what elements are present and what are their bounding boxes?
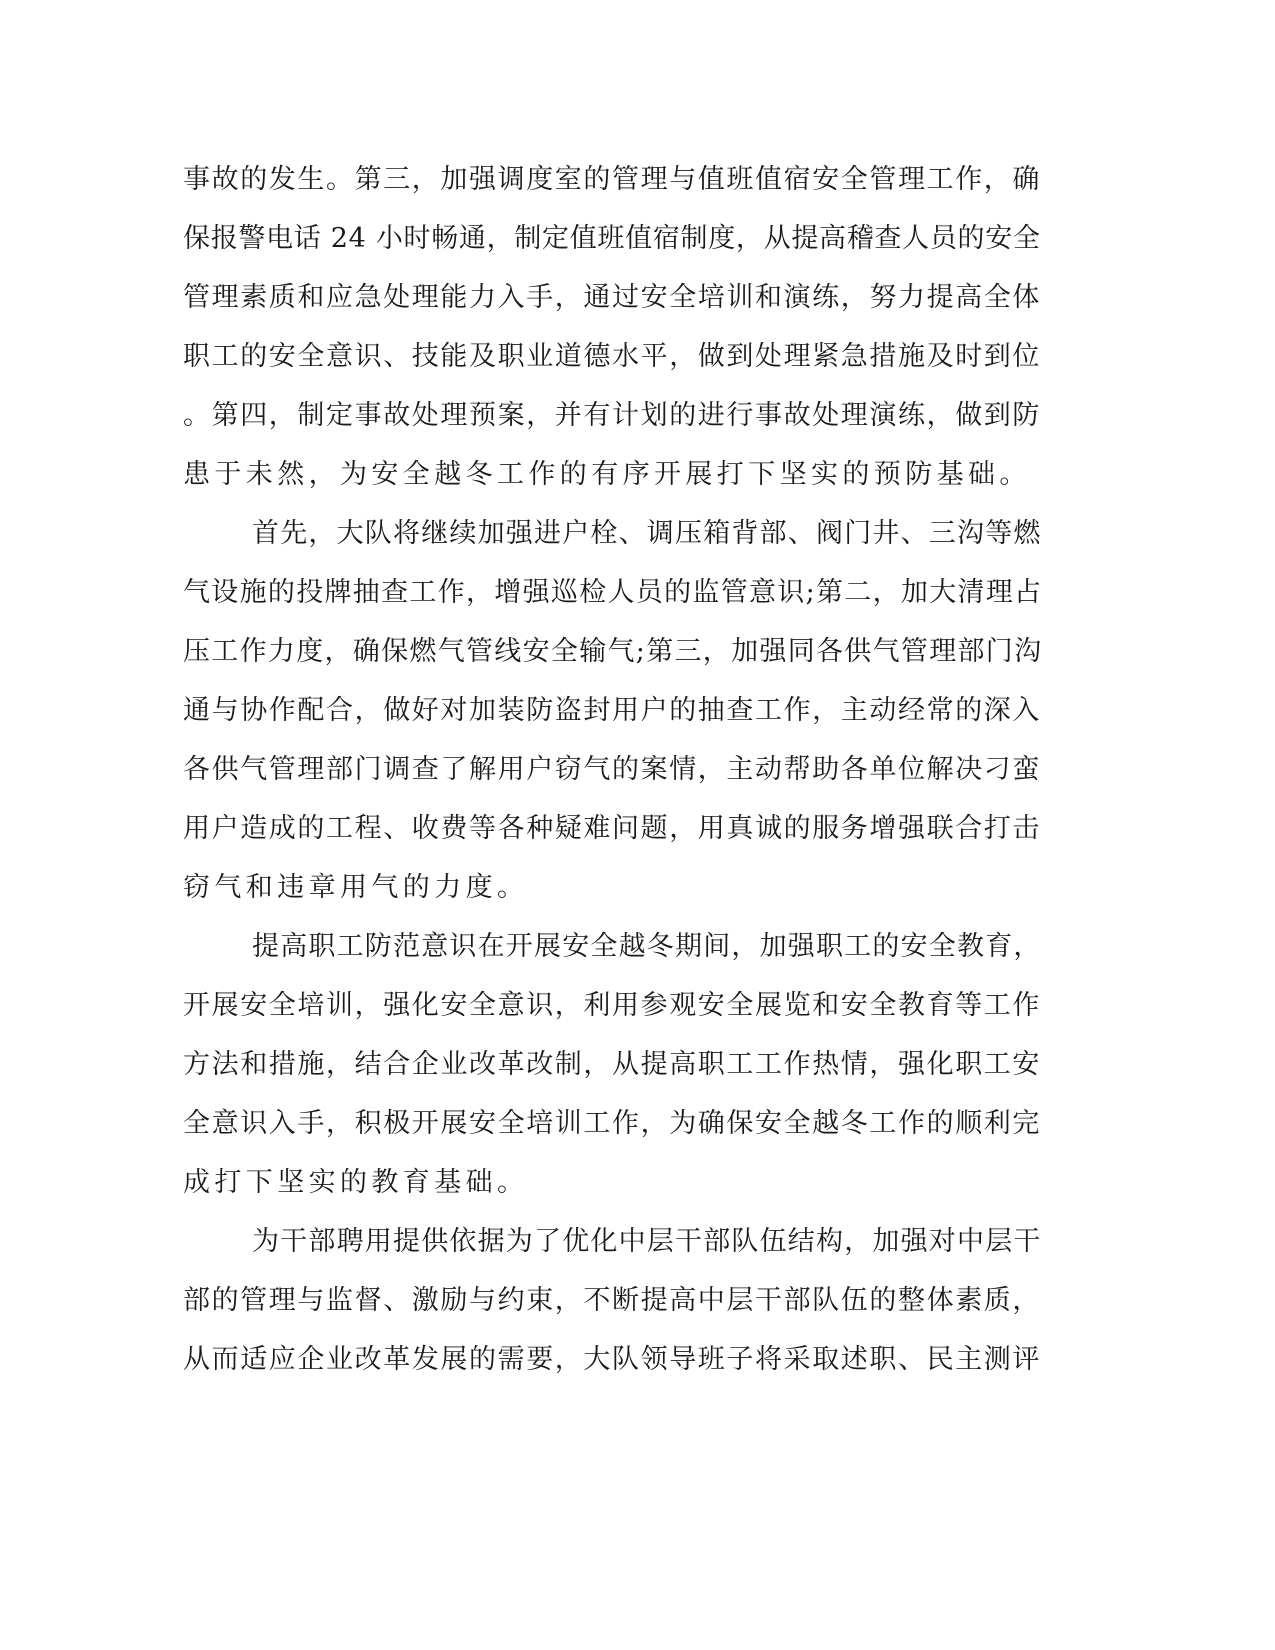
paragraph-4-line-1: 为干部聘用提供依据为了优化中层干部队伍结构，加强对中层干 (252, 1226, 1042, 1257)
paragraph-2-line-5: 各供气管理部门调查了解用户窃气的案情，主动帮助各单位解决刁蛮 (183, 754, 1041, 785)
paragraph-2-line-6: 用户造成的工程、收费等各种疑难问题，用真诚的服务增强联合打击 (183, 813, 1041, 844)
paragraph-2-line-7: 窃气和违章用气的力度。 (183, 872, 529, 903)
paragraph-3-line-1: 提高职工防范意识在开展安全越冬期间，加强职工的安全教育， (252, 931, 1042, 962)
paragraph-3-line-2: 开展安全培训，强化安全意识，利用参观安全展览和安全教育等工作 (183, 990, 1041, 1021)
paragraph-3-line-5: 成打下坚实的教育基础。 (183, 1167, 529, 1198)
paragraph-1-line-5: 。第四，制定事故处理预案，并有计划的进行事故处理演练，做到防 (183, 400, 1041, 431)
paragraph-4-line-3: 从而适应企业改革发展的需要，大队领导班子将采取述职、民主测评 (183, 1344, 1041, 1375)
paragraph-3-line-4: 全意识入手，积极开展安全培训工作，为确保安全越冬工作的顺利完 (183, 1108, 1041, 1139)
paragraph-4-line-2: 部的管理与监督、激励与约束，不断提高中层干部队伍的整体素质， (183, 1285, 1041, 1316)
paragraph-2-line-1: 首先，大队将继续加强进户栓、调压箱背部、阀门井、三沟等燃 (252, 518, 1042, 549)
paragraph-1-line-2: 保报警电话 24 小时畅通，制定值班值宿制度，从提高稽查人员的安全 (183, 223, 1041, 254)
paragraph-2-line-2: 气设施的投牌抽查工作，增强巡检人员的监管意识;第二，加大清理占 (183, 577, 1043, 608)
paragraph-1-line-1: 事故的发生。第三，加强调度室的管理与值班值宿安全管理工作，确 (183, 164, 1041, 195)
paragraph-1-line-6: 患于未然，为安全越冬工作的有序开展打下坚实的预防基础。 (183, 459, 1031, 490)
paragraph-2-line-4: 通与协作配合，做好对加装防盗封用户的抽查工作，主动经常的深入 (183, 695, 1041, 726)
paragraph-1-line-4: 职工的安全意识、技能及职业道德水平，做到处理紧急措施及时到位 (183, 341, 1041, 372)
paragraph-1-line-3: 管理素质和应急处理能力入手，通过安全培训和演练，努力提高全体 (183, 282, 1041, 313)
paragraph-2-line-3: 压工作力度，确保燃气管线安全输气;第三，加强同各供气管理部门沟 (183, 636, 1043, 667)
paragraph-3-line-3: 方法和措施，结合企业改革改制，从提高职工工作热情，强化职工安 (183, 1049, 1041, 1080)
